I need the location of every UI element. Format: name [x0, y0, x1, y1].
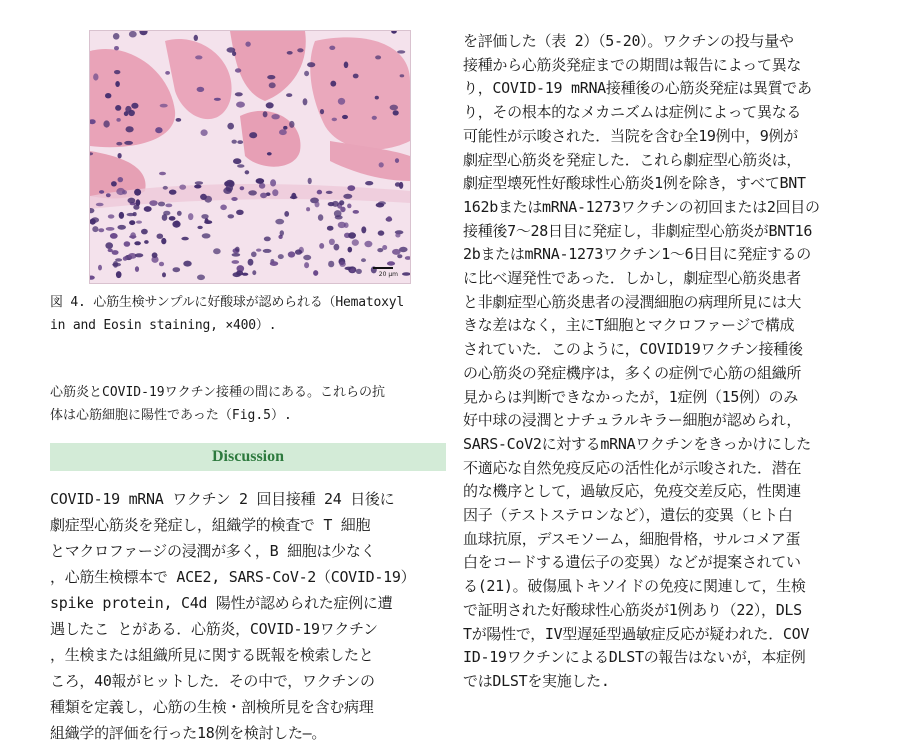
cell-nucleus [204, 196, 212, 203]
cell-nucleus [237, 140, 243, 144]
cell-nucleus [194, 35, 198, 41]
text-line: 心筋炎とCOVID-19ワクチン接種の間にある。これらの抗 [50, 385, 385, 400]
cell-nucleus [135, 253, 143, 257]
cell-nucleus [232, 253, 241, 257]
cell-nucleus [133, 205, 139, 210]
cell-nucleus [99, 190, 104, 194]
cell-nucleus [233, 158, 241, 164]
cell-nucleus [256, 178, 265, 184]
cell-nucleus [332, 118, 337, 122]
cell-nucleus [118, 177, 124, 182]
cell-nucleus [318, 214, 323, 221]
cell-nucleus [165, 204, 172, 208]
cell-nucleus [353, 74, 359, 79]
cell-nucleus [264, 237, 271, 242]
cell-nucleus [194, 185, 201, 189]
cell-nucleus [344, 62, 349, 69]
cell-nucleus [165, 71, 170, 75]
cell-nucleus [126, 126, 134, 132]
cell-nucleus [279, 129, 287, 135]
cell-nucleus [364, 241, 372, 247]
cell-nucleus [160, 104, 168, 108]
cell-nucleus [232, 140, 237, 144]
cell-nucleus [116, 142, 122, 146]
cell-nucleus [133, 212, 137, 216]
scale-bar-label: 20 μm [378, 271, 398, 278]
text-line: 組織学的評価を行った18例を検討した–。 [50, 724, 327, 742]
cell-nucleus [334, 244, 340, 251]
text-line: 劇症型心筋炎を発症し，組織学的検査で T 細胞 [50, 516, 371, 534]
cell-nucleus [128, 198, 136, 204]
text-line: 的な機序として，過敏反応，免疫交差反応，性関連 [463, 482, 801, 501]
cell-nucleus [392, 249, 401, 255]
cell-nucleus [278, 254, 284, 259]
cell-nucleus [114, 70, 120, 74]
cell-nucleus [338, 98, 345, 105]
cell-nucleus [245, 170, 250, 174]
cell-nucleus [395, 158, 399, 163]
text-line: COVID-19 mRNA ワクチン 2 回目接種 24 日後に [50, 490, 395, 508]
cell-nucleus [91, 217, 99, 222]
cell-nucleus [240, 186, 245, 190]
cell-nucleus [347, 185, 355, 191]
discussion-text-left [50, 486, 460, 746]
text-line: SARS-CoV2に対するmRNAワクチンをきっかけにした [463, 434, 811, 453]
text-line: 種類を定義し，心筋の生検・剖検所見を含む病理 [50, 698, 374, 716]
cell-nucleus [197, 275, 205, 281]
cell-nucleus [232, 260, 240, 264]
cell-nucleus [129, 31, 137, 38]
histology-image [90, 31, 410, 283]
cell-nucleus [96, 203, 104, 207]
text-line: と非劇症型心筋炎患者の浸潤細胞の病理所見には大 [463, 292, 802, 311]
cell-nucleus [267, 75, 275, 79]
cell-nucleus [283, 126, 287, 130]
cell-nucleus [169, 216, 176, 221]
cell-nucleus [328, 261, 334, 268]
cell-nucleus [162, 272, 166, 277]
caption-line: 図 4. 心筋生検サンプルに好酸球が認められる（Hematoxyl [50, 295, 404, 310]
cell-nucleus [272, 189, 278, 196]
text-line: る(21)。破傷風トキソイドの免疫に関連して，生検 [463, 577, 806, 596]
cell-nucleus [275, 219, 284, 225]
text-line: ころ，40報がヒットした．その中で，ワクチンの [50, 672, 375, 690]
text-line: を評価した（表 2）（5-20）。ワクチンの投与量や [463, 32, 794, 50]
cell-nucleus [343, 194, 352, 199]
cell-nucleus [361, 226, 366, 233]
text-line: 体は心筋細胞に陽性であった（Fig.5）. [50, 408, 292, 423]
cell-nucleus [195, 181, 203, 184]
cell-nucleus [213, 248, 221, 254]
cell-nucleus [393, 110, 399, 115]
cell-nucleus [159, 172, 166, 176]
cell-nucleus [328, 202, 335, 206]
cell-nucleus [176, 118, 182, 122]
cell-nucleus [350, 268, 355, 272]
cell-nucleus [304, 71, 309, 76]
cell-nucleus [141, 229, 148, 235]
cell-nucleus [235, 247, 240, 252]
cell-nucleus [157, 234, 164, 239]
cell-nucleus [159, 262, 164, 267]
cell-nucleus [214, 98, 221, 101]
text-line: ID-19ワクチンによるDLSTの報告はないが，本症例 [463, 648, 806, 667]
cell-nucleus [204, 220, 212, 224]
cell-nucleus [201, 129, 208, 136]
cell-nucleus [177, 211, 182, 216]
cell-nucleus [116, 271, 122, 278]
cell-nucleus [226, 185, 233, 192]
cell-nucleus [361, 258, 366, 262]
cell-nucleus [231, 197, 237, 201]
cell-nucleus [149, 200, 157, 206]
cell-nucleus [352, 239, 359, 246]
cell-nucleus [339, 200, 344, 205]
cell-nucleus [263, 111, 268, 117]
cell-nucleus [227, 123, 234, 130]
cell-nucleus [326, 191, 333, 194]
cell-nucleus [197, 226, 202, 229]
cell-nucleus [378, 201, 386, 205]
text-line: きな差はなく，主にT細胞とマクロファージで構成 [463, 316, 795, 335]
cell-nucleus [377, 248, 383, 252]
text-line: 好中球の浸潤とナチュラルキラー細胞が認められ， [463, 411, 802, 430]
cell-nucleus [251, 252, 257, 258]
cell-nucleus [290, 196, 298, 199]
cell-nucleus [288, 251, 295, 257]
cell-nucleus [136, 221, 142, 224]
cell-nucleus [115, 105, 121, 111]
cell-nucleus [306, 207, 310, 211]
cell-nucleus [348, 232, 356, 238]
cell-nucleus [173, 267, 181, 272]
cell-nucleus [237, 164, 244, 168]
cell-nucleus [106, 193, 111, 197]
cell-nucleus [295, 249, 302, 254]
cell-nucleus [267, 152, 272, 155]
cell-nucleus [303, 98, 308, 105]
cell-nucleus [260, 193, 267, 199]
cell-nucleus [235, 68, 241, 72]
cell-nucleus [280, 230, 284, 236]
cell-nucleus [175, 220, 180, 225]
cell-nucleus [114, 46, 119, 50]
cell-nucleus [303, 255, 311, 260]
cell-nucleus [201, 214, 208, 219]
cell-nucleus [169, 190, 177, 195]
cell-nucleus [188, 213, 193, 220]
cell-nucleus [111, 181, 117, 186]
cell-nucleus [375, 55, 381, 59]
cell-nucleus [236, 210, 244, 215]
cell-nucleus [236, 102, 245, 108]
cell-nucleus [397, 50, 405, 53]
cell-nucleus [129, 220, 135, 225]
cell-nucleus [356, 269, 362, 274]
text-line: 血球抗原，デスモソーム，細胞骨格，サルコメア蛋 [463, 529, 801, 548]
cell-nucleus [98, 228, 104, 232]
histology-figure [89, 30, 411, 284]
cell-nucleus [269, 82, 276, 88]
cell-nucleus [115, 258, 122, 261]
cell-nucleus [266, 102, 274, 108]
text-line: 162bまたはmRNA-1273ワクチンの初回または2回目の [463, 197, 820, 216]
cell-nucleus [122, 190, 127, 194]
cell-nucleus [227, 47, 236, 52]
cell-nucleus [270, 261, 278, 266]
text-line: 劇症型壊死性好酸球性心筋炎1例を除き，すべてBNT [463, 174, 806, 193]
cell-nucleus [220, 205, 227, 211]
text-line: とマクロファージの浸潤が多く，B 細胞は少なく [50, 542, 376, 560]
cell-nucleus [108, 249, 113, 253]
cell-nucleus [397, 254, 402, 258]
text-line: 接種後7～28日目に発症し，非劇症型心筋炎がBNT16 [463, 221, 813, 240]
text-line: 遇したこ とがある．心筋炎，COVID-19ワクチン [50, 620, 378, 638]
cell-nucleus [399, 182, 403, 189]
cell-nucleus [317, 190, 322, 195]
cell-nucleus [124, 241, 131, 247]
text-line: に比べ遅発性であった．しかし，劇症型心筋炎患者 [463, 269, 801, 288]
cell-nucleus [108, 214, 115, 218]
cell-nucleus [297, 48, 303, 52]
cell-nucleus [103, 120, 109, 127]
cell-nucleus [390, 105, 398, 111]
cell-nucleus [313, 270, 318, 276]
cell-nucleus [183, 261, 191, 267]
cell-nucleus [387, 216, 392, 221]
text-line: Tが陽性で，IV型遅延型過敏症反応が疑われた．COV [463, 624, 810, 643]
text-line: されていた．このように，COVID19ワクチン接種後 [463, 340, 803, 359]
text-line: 見からは判断できなかったが，1症例（15例）のみ [463, 387, 798, 406]
cell-nucleus [105, 93, 111, 98]
cell-nucleus [304, 262, 309, 268]
cell-nucleus [105, 242, 113, 249]
cell-nucleus [245, 42, 250, 47]
figure-caption [50, 291, 450, 337]
text-line: 可能性が示唆された．当院を含む全19例中，9例が [463, 126, 798, 145]
text-line: 接種から心筋炎発症までの期間は報告によって異な [463, 55, 802, 74]
cell-nucleus [236, 270, 243, 275]
cell-nucleus [320, 109, 324, 114]
cell-nucleus [112, 263, 121, 267]
cell-nucleus [379, 162, 384, 167]
cell-nucleus [117, 225, 126, 230]
cell-nucleus [348, 247, 353, 253]
cell-nucleus [329, 239, 335, 245]
text-line: ではDLSTを実施した. [463, 671, 610, 690]
cell-nucleus [334, 210, 342, 217]
text-line: ，心筋生検標本で ACE2, SARS-CoV-2（COVID-19） [50, 568, 416, 586]
cell-nucleus [329, 46, 335, 50]
text-line: 不適応な自然免疫反応の活性化が示唆された．潜在 [463, 458, 802, 477]
cell-nucleus [347, 204, 351, 209]
scale-bar [373, 267, 393, 269]
cell-nucleus [342, 115, 348, 119]
cell-nucleus [319, 243, 324, 249]
cell-nucleus [353, 210, 359, 214]
cell-nucleus [263, 249, 272, 253]
cell-nucleus [163, 211, 170, 216]
cell-nucleus [228, 214, 235, 218]
left-paragraph [50, 381, 450, 427]
cell-nucleus [284, 211, 289, 217]
cell-nucleus [110, 233, 118, 239]
cell-nucleus [158, 202, 165, 207]
cell-nucleus [330, 81, 336, 87]
text-line: spike protein, C4d 陽性が認められた症例に遭 [50, 594, 393, 612]
cell-nucleus [327, 226, 334, 231]
cell-nucleus [195, 55, 202, 59]
cell-nucleus [248, 190, 257, 195]
text-line: り，その根本的なメカニズムは症例によって異なる [463, 103, 802, 122]
cell-nucleus [115, 81, 120, 87]
cell-nucleus [155, 127, 162, 133]
cell-nucleus [106, 227, 115, 231]
cell-nucleus [134, 189, 141, 196]
cell-nucleus [125, 106, 131, 113]
cell-nucleus [235, 92, 243, 96]
cell-nucleus [400, 74, 405, 77]
section-heading: Discussion [50, 443, 446, 471]
cell-nucleus [197, 87, 205, 92]
cell-nucleus [131, 103, 138, 109]
cell-nucleus [181, 237, 188, 241]
cell-nucleus [135, 266, 139, 272]
cell-nucleus [382, 245, 387, 250]
cell-nucleus [315, 201, 320, 207]
cell-nucleus [144, 240, 149, 244]
text-line: 2bまたはmRNA-1273ワクチン1～6日目に発症するの [463, 245, 811, 264]
cell-nucleus [161, 238, 166, 244]
text-line: 劇症型心筋炎を発症した．これら劇症型心筋炎は， [463, 150, 802, 169]
caption-line: in and Eosin staining, ×400）. [50, 318, 277, 333]
cell-nucleus [395, 233, 400, 237]
cell-nucleus [124, 141, 133, 145]
cell-nucleus [130, 232, 136, 239]
cell-nucleus [113, 33, 120, 40]
cell-nucleus [378, 230, 385, 235]
cell-nucleus [202, 233, 211, 238]
cell-nucleus [372, 116, 377, 120]
cell-nucleus [308, 178, 312, 184]
text-line: ，生検または組織所見に関する既報を検索したと [50, 646, 374, 664]
cell-nucleus [123, 256, 128, 260]
cell-nucleus [163, 186, 168, 190]
text-line: 因子（テストステロンなど），遺伝的変異（ヒト白 [463, 506, 793, 525]
cell-nucleus [270, 179, 276, 186]
cell-nucleus [144, 206, 152, 212]
cell-nucleus [286, 93, 292, 97]
cell-nucleus [307, 62, 315, 67]
text-line: り，COVID-19 mRNA接種後の心筋炎発症は異質であ [463, 79, 812, 98]
cell-nucleus [119, 212, 124, 219]
cell-nucleus [179, 185, 186, 190]
cell-nucleus [289, 121, 294, 128]
cell-nucleus [339, 261, 345, 267]
cell-nucleus [256, 249, 261, 252]
cell-nucleus [98, 265, 102, 271]
cell-nucleus [249, 132, 257, 138]
text-line: の心筋炎の発症機序は，多くの症例で心筋の組織所 [463, 363, 802, 382]
cell-nucleus [116, 118, 120, 122]
cell-nucleus [365, 181, 373, 185]
text-line: で証明された好酸球性心筋炎が1例あり（22），DLS [463, 600, 802, 619]
cell-nucleus [118, 153, 122, 158]
cell-nucleus [152, 252, 158, 258]
cell-nucleus [248, 259, 254, 266]
cell-nucleus [287, 51, 293, 55]
cell-nucleus [252, 270, 256, 275]
discussion-text-right [463, 30, 873, 694]
cell-nucleus [271, 114, 279, 119]
cell-nucleus [375, 96, 379, 100]
cell-nucleus [92, 226, 98, 232]
cell-nucleus [134, 241, 141, 245]
cell-nucleus [93, 73, 98, 80]
cell-nucleus [338, 222, 346, 228]
text-line: 白をコードする遺伝子の変異）などが提案されてい [463, 553, 801, 572]
cell-nucleus [387, 261, 395, 265]
